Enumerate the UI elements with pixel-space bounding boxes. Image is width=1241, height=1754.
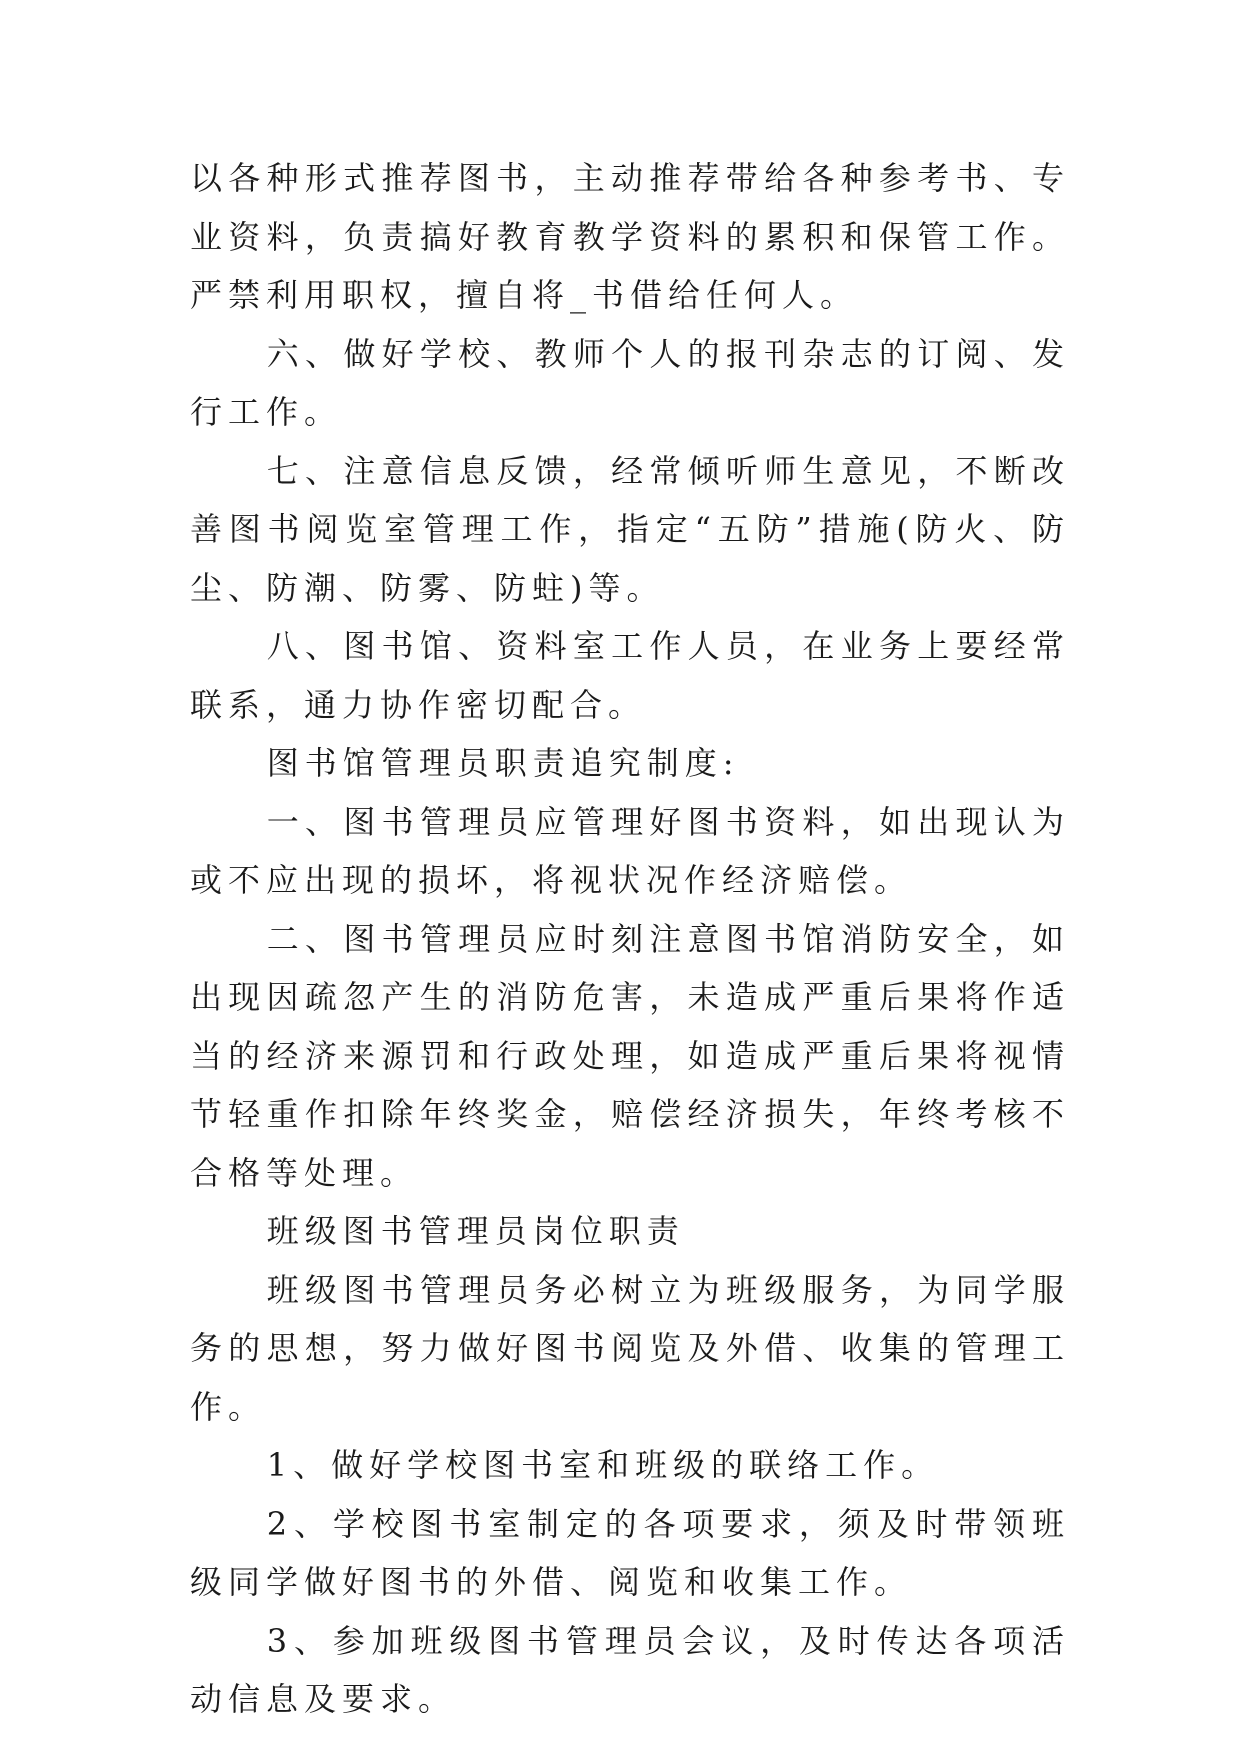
section-heading-accountability: 图书馆管理员职责追究制度:: [266, 744, 740, 782]
paragraph-class-1: 1、做好学校图书室和班级的联络工作。: [266, 1446, 940, 1484]
section-heading-class-librarian: 班级图书管理员岗位职责: [266, 1212, 685, 1250]
paragraph-accountability-2: 二、图书管理员应时刻注意图书馆消防安全，如出现因疏忽产生的消防危害，未造成严重后果将作适当的经济来源罚和行政处理，如造成严重后果将视情节轻重作扣除年终奖金，赔偿经济损失，年终考核不合格等处理。: [190, 919, 1070, 1192]
paragraph-item-7: 七、注意信息反馈，经常倾听师生意见，不断改善图书阅览室管理工作，指定“五防”措施(防火、防尘、防潮、防雾、防蛀)等。: [190, 451, 1070, 607]
paragraph-class-2: 2、学校图书室制定的各项要求，须及时带领班级同学做好图书的外借、阅览和收集工作。: [190, 1504, 1070, 1601]
paragraph-class-3: 3、参加班级图书管理员会议，及时传达各项活动信息及要求。: [190, 1621, 1070, 1718]
document-body: [190, 149, 1070, 1729]
paragraph-item-8: 八、图书馆、资料室工作人员，在业务上要经常联系，通力协作密切配合。: [190, 627, 1070, 724]
paragraph-continuation: 以各种形式推荐图书，主动推荐带给各种参考书、专业资料，负责搞好教育教学资料的累积和保管工作。严禁利用职权，擅自将_书借给任何人。: [190, 159, 1070, 314]
paragraph-class-intro: 班级图书管理员务必树立为班级服务，为同学服务的思想，努力做好图书阅览及外借、收集的管理工作。: [190, 1270, 1070, 1426]
paragraph-item-6: 六、做好学校、教师个人的报刊杂志的订阅、发行工作。: [190, 334, 1070, 431]
paragraph-accountability-1: 一、图书管理员应管理好图书资料，如出现认为或不应出现的损坏，将视状况作经济赔偿。: [190, 802, 1070, 899]
